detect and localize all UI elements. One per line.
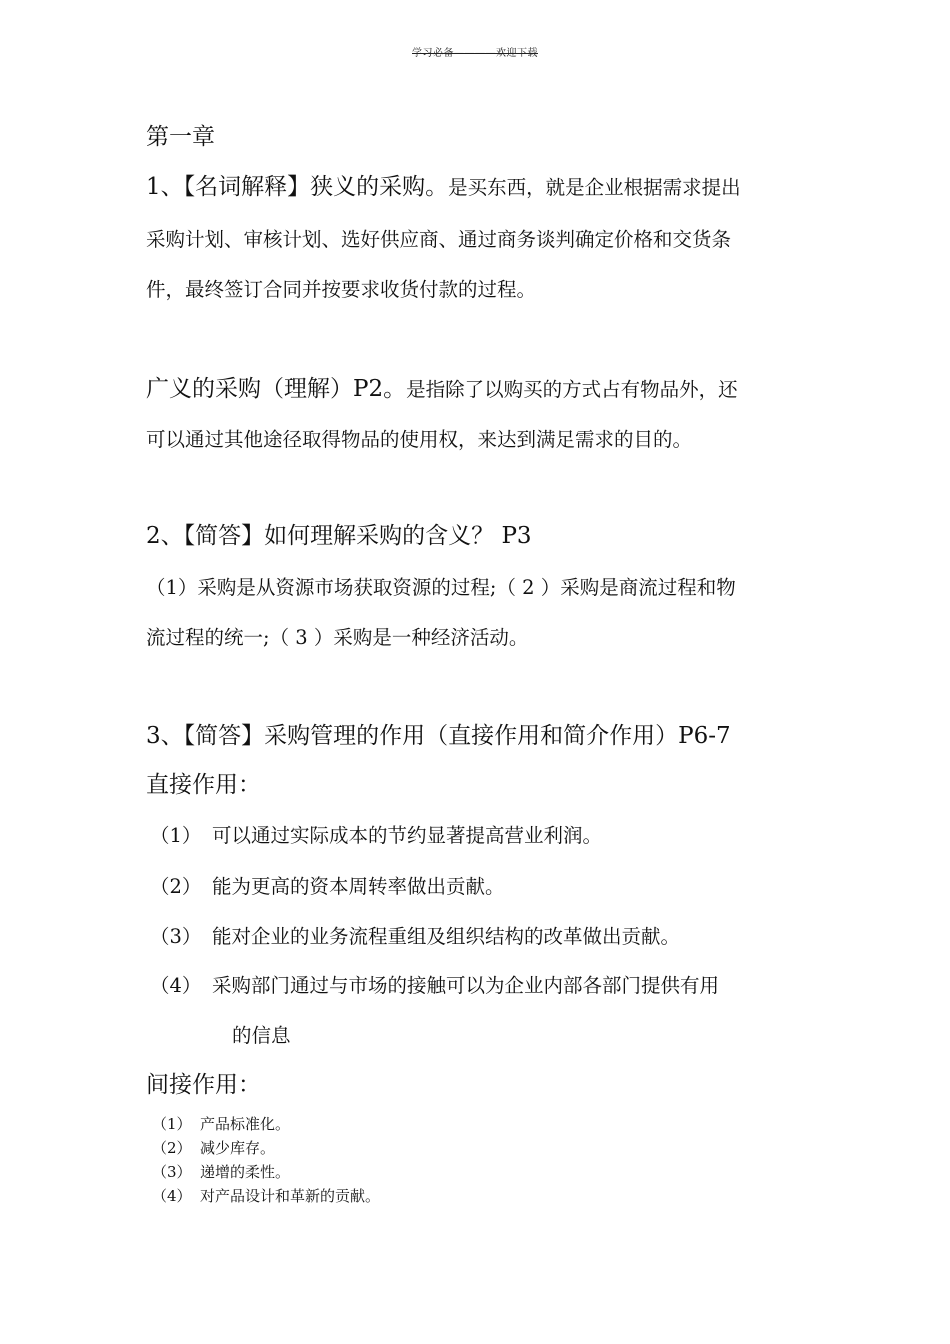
indirect-item-3-text: 递增的柔性。 <box>200 1163 291 1181</box>
indirect-item-3-num: （3） <box>152 1163 192 1181</box>
question-3-title: 3、【简答】采购管理的作用（直接作用和简介作用）P6-7 <box>146 723 731 749</box>
indirect-item-2-text: 减少库存。 <box>200 1139 276 1157</box>
direct-item-2 <box>150 871 505 899</box>
question-2-title: 2、【简答】如何理解采购的含义？ P3 <box>146 523 532 549</box>
definition-narrow-line3: 件，最终签订合同并按要求收货付款的过程。 <box>146 278 537 301</box>
direct-effect-title: 直接作用： <box>146 772 261 798</box>
question-2-answer-line1: （1）采购是从资源市场获取资源的过程;（ 2 ）采购是商流过程和物 <box>146 576 736 599</box>
indirect-item-4-text: 对产品设计和革新的贡献。 <box>200 1187 381 1205</box>
definition-narrow-heading: 1、【名词解释】狭义的采购。 <box>146 174 449 200</box>
indirect-item-1-num: （1） <box>152 1115 192 1133</box>
definition-broad-line1 <box>146 370 738 403</box>
page-header: 学习必备————欢迎下载 <box>412 48 538 59</box>
direct-item-3-text: 能对企业的业务流程重组及组织结构的改革做出贡献。 <box>212 925 681 948</box>
direct-item-2-num: （2） <box>150 875 202 898</box>
indirect-item-4 <box>152 1185 380 1206</box>
indirect-item-3 <box>152 1161 290 1182</box>
direct-item-2-text: 能为更高的资本周转率做出贡献。 <box>212 875 505 898</box>
question-2-answer-line2: 流过程的统一;（ 3 ）采购是一种经济活动。 <box>146 626 529 649</box>
indirect-item-2 <box>152 1137 275 1158</box>
definition-narrow-text: 是买东西，就是企业根据需求提出 <box>448 176 741 199</box>
indirect-item-2-num: （2） <box>152 1139 192 1157</box>
definition-broad-line2: 可以通过其他途径取得物品的使用权，来达到满足需求的目的。 <box>146 428 693 451</box>
indirect-item-1 <box>152 1113 290 1134</box>
definition-broad-heading: 广义的采购（理解）P2。 <box>146 376 407 402</box>
chapter-title: 第一章 <box>146 124 215 150</box>
direct-item-4-num: （4） <box>150 974 202 997</box>
direct-item-1-text: 可以通过实际成本的节约显著提高营业利润。 <box>212 824 603 847</box>
definition-narrow-line2: 采购计划、审核计划、选好供应商、通过商务谈判确定价格和交货条 <box>146 228 732 251</box>
indirect-effect-title: 间接作用： <box>146 1072 261 1098</box>
direct-item-4-continuation: 的信息 <box>232 1024 291 1047</box>
indirect-item-4-num: （4） <box>152 1187 192 1205</box>
direct-item-4 <box>150 970 719 998</box>
direct-item-4-text: 采购部门通过与市场的接触可以为企业内部各部门提供有用 <box>212 974 720 997</box>
direct-item-1 <box>150 820 602 848</box>
indirect-item-1-text: 产品标准化。 <box>200 1115 291 1133</box>
direct-item-3 <box>150 921 680 949</box>
definition-broad-text: 是指除了以购买的方式占有物品外，还 <box>406 378 738 401</box>
definition-narrow-line1 <box>146 168 741 201</box>
direct-item-3-num: （3） <box>150 925 202 948</box>
direct-item-1-num: （1） <box>150 824 202 847</box>
